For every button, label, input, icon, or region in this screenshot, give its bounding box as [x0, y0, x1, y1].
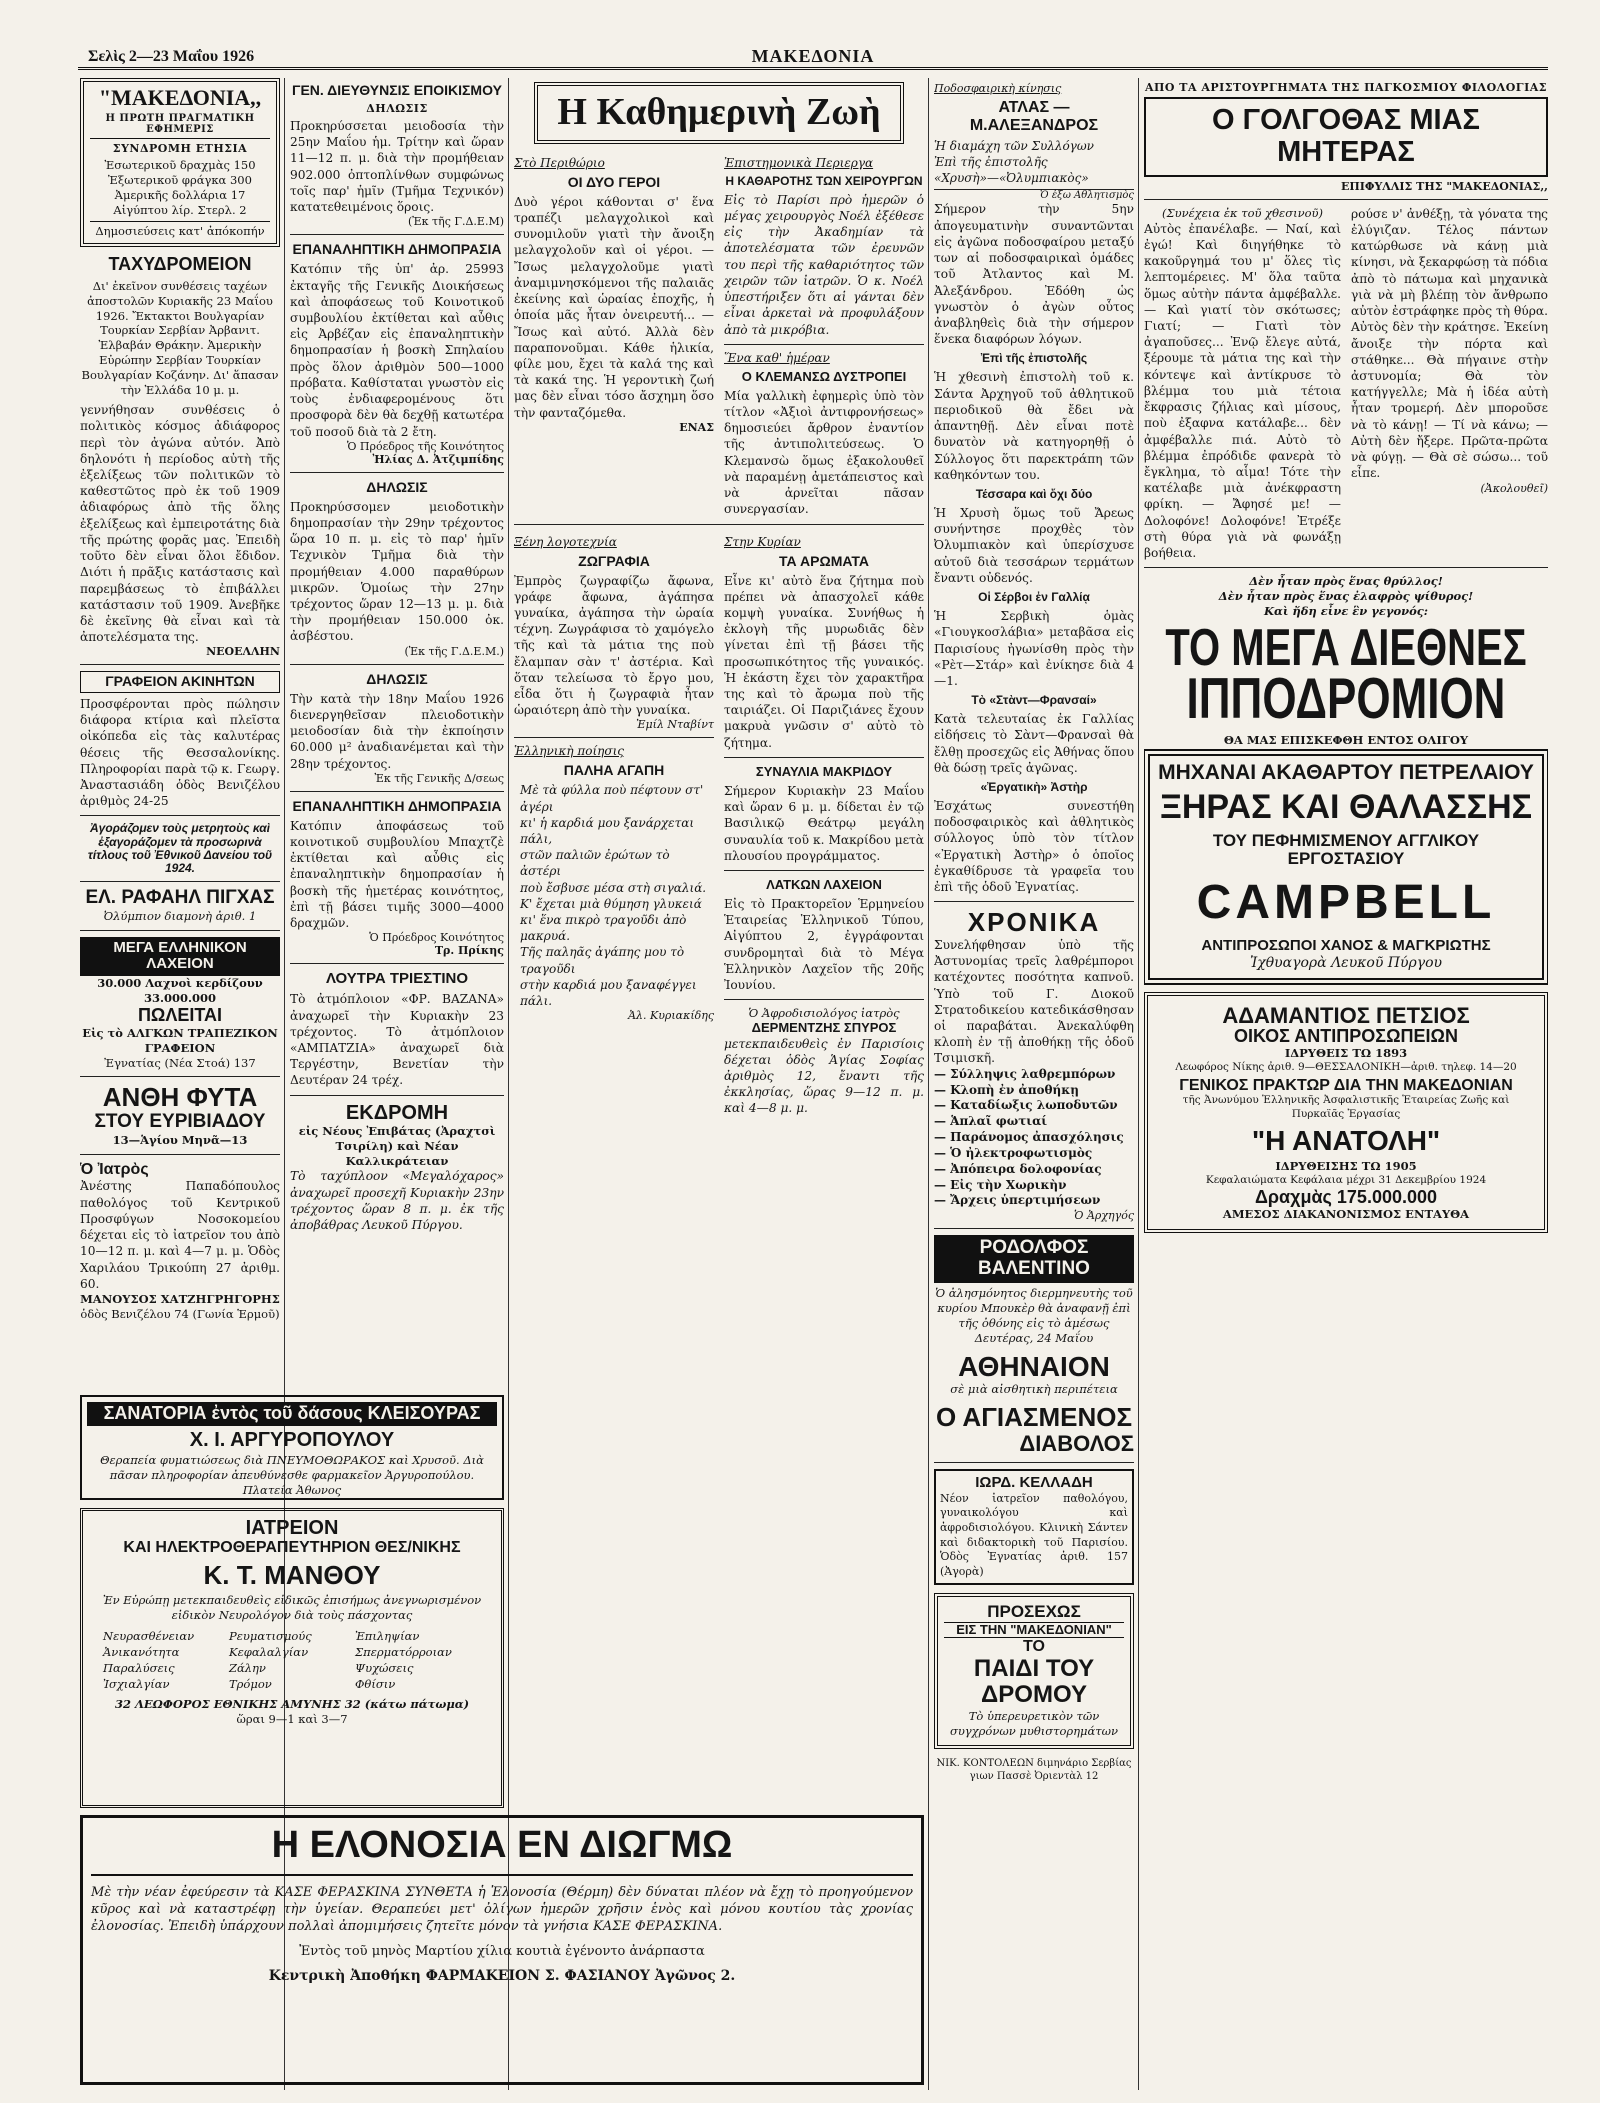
subscription-line: Αἰγύπτου λίρ. Στερλ. 2: [113, 203, 247, 217]
notice-4-sig: Ἐκ τῆς Γενικῆς Δ/σεως: [374, 771, 504, 785]
ad-clinic-sub: ΚΑΙ ΗΛΕΚΤΡΟΘΕΡΑΠΕΥΤΗΡΙΟΝ ΘΕΣ/ΝΙΚΗΣ: [123, 1539, 461, 1556]
poem-line: Μὲ τὰ φύλλα ποὺ πέφτουν στ' ἀγέρι: [520, 783, 704, 814]
chronicle-item: — Ἁπλαῖ φωτιαί: [934, 1114, 1048, 1129]
article-body: Σήμερον Κυριακὴν 23 Μαΐου καὶ ὥραν 6 μ. μ. δίδεται ἐν τῷ Βασιλικῷ Θεάτρῳ μεγάλη συναυλία τοῦ κ. Μακρίδου μετὰ πλουσίου προγράμματος.: [724, 783, 924, 863]
article-kicker: Ξένη λογοτεχνία: [514, 534, 617, 549]
ad-clinic-title: ΙΑΤΡΕΙΟΝ: [245, 1517, 339, 1539]
ad-street-child-1: ΠΡΟΣΕΧΩΣ: [987, 1602, 1081, 1622]
article-body: Εἶνε κι' αὐτὸ ἕνα ζήτημα ποὺ πρέπει νὰ ἀπασχολεῖ κάθε κομψὴ γυναίκα. Συνήθως ἡ ἐκλογὴ τῆς μυρωδιᾶς δὲν γίνεται ἐπὶ τῇ βάσει τῆς προσωπικότητος τῆς γυναικός. Ἡ ἑκάστη ἔχει τὸν χαρακτῆρα της καὶ τὸ ἄρωμα ποὺ τῆς ταιριάζει. Οἱ Παριζιάνες ἔχουν μακρυὰ γνῶσιν σ' αὐτὸ τὸ ζήτημα.: [724, 573, 924, 750]
ad-doctor-name: ΔΕΡΜΕΝΤΖΗΣ ΣΠΥΡΟΣ: [751, 1020, 897, 1036]
ad-sanatorium-title: ΣΑΝΑΤΟΡΙΑ ἐντὸς τοῦ δάσους ΚΛΕΙΣΟΥΡΑΣ: [87, 1402, 497, 1426]
chronicle-item: — Ἀπόπειρα δολοφονίας: [934, 1161, 1102, 1176]
sports-sub: Ἐπὶ τῆς ἐπιστολῆς: [980, 351, 1088, 366]
ad-street-child-3: ΤΟ: [1023, 1638, 1045, 1656]
ad-lottery-title: ΜΕΓΑ ΕΛΛΗΝΙΚΟΝ ΛΑΧΕΙΟΝ: [80, 937, 280, 976]
ad-insurance: [1144, 992, 1548, 1233]
hippodrome-lead: Καὶ ἤδη εἶνε ἓν γεγονός:: [1263, 604, 1429, 619]
ad-clinic-list-item: Ἀνικανότητα: [103, 1645, 180, 1660]
masthead-title: ΜΑΚΕΔΟΝΙΑ: [751, 46, 875, 66]
ad-sanatorium: [80, 1395, 504, 1500]
ad-flowers-title: ΑΝΘΗ ΦΥΤΑ: [102, 1082, 258, 1113]
article-kicker: Ἐπιστημονικὰ Περιεργα: [724, 155, 874, 170]
ad-real-estate-body: Προσφέρονται πρὸς πώλησιν διάφορα κτίρια καὶ πλεῖστα οἰκόπεδα εἰς τὰς καλυτέρας θέσεις τῆς Θεσσαλονίκης. Πληροφορίαι παρὰ τῷ κ. Γεωργ. Ἀναστασιάδη ὁδὸς Βενιζέλου ἀριθμὸς 24-25: [80, 696, 280, 809]
sports-body: Ἐσχάτως συνεστήθη ποδοσφαιρικὸς καὶ ἀθλητικὸς σύλλογος ὑπὸ τὸν τίτλον «Ἐργατικὴ Ἀστὴρ» ὁ ὁποῖος ἐγκαθίδρυσε τὰ γραφεῖα του ἐπὶ τῆς ὁδοῦ Ἐγνατίας.: [934, 799, 1134, 895]
ad-lottery-mid: ΠΩΛΕΙΤΑΙ: [137, 1004, 223, 1025]
sports-sub: Τέσσαρα καὶ ὄχι δύο: [975, 486, 1093, 501]
ad-insurance-brand-founded: ΙΔΡΥΘΕΙΣΗΣ ΤΩ 1905: [1275, 1159, 1417, 1174]
article-signature: ΕΝΑΣ: [679, 420, 714, 434]
article-kicker: Ἑλληνικὴ ποίησις: [514, 744, 624, 759]
serial-sub: ΕΠΙΦΥΛΛΙΣ ΤΗΣ "ΜΑΚΕΔΟΝΙΑΣ,,: [1340, 179, 1548, 193]
chronicle-title: ΧΡΟΝΙΚΑ: [967, 907, 1101, 938]
post-body: Δι' ἐκεῖνον συνθέσεις ταχέων ἀποστολῶν Κυριακῆς 23 Μαΐου 1926. Ἔκτακτοι Βουλγαρίαν Τουρκίαν Σερβίαν Ἀρβανιτ. Ἐλβαβάν Θράκην. Ἀμερικὴν Εὐρώπην Σερβίαν Τουρκίαν Βουλγαρίαν Κοζάνην. Δι' ἅπασαν τὴν Ἑλλάδα 10 μ. μ.: [81, 278, 279, 398]
ad-lottery-place: Εἰς τὸ ΑΛΓΚΩΝ ΤΡΑΠΕΖΙΚΟΝ ΓΡΑΦΕΙΟΝ: [82, 1025, 278, 1055]
column-signature: ΝΕΟΕΛΛΗΝ: [206, 645, 280, 659]
hippodrome-title-2: ΙΠΠΟΔΡΟΜΙΟΝ: [1186, 667, 1506, 732]
ad-clinic-hours: ὥραι 9—1 καὶ 3—7: [236, 1712, 348, 1726]
ad-doctor-head: Ὁ Ἀφροδισιολόγος ἰατρὸς: [748, 1006, 900, 1021]
poem-line: κι' ἕνα πικρὸ τραγοῦδι ἀπὸ μακρυά.: [520, 912, 687, 944]
subscription-line: Ἐσωτερικοῦ δραχμὰς 150: [104, 158, 256, 173]
hippodrome-title: ΤΟ ΜΕΓΑ ΔΙΕΘΝΕΣ: [1165, 619, 1527, 677]
post-title: ΤΑΧΥΔΡΟΜΕΙΟΝ: [108, 253, 252, 274]
ad-lottery-sub: 30.000 Λαχνοὶ κερδίζουν 33.000.000: [97, 975, 263, 1005]
chronicle-signature: Ὁ Ἀρχηγός: [1074, 1209, 1134, 1223]
ad-clinic-list: [103, 1629, 481, 1691]
notice-1-body: Προκηρύσσεται μειοδοσία τὴν 25ην Μαΐου ἡμ. Τρίτην καὶ ὥραν 11—12 π. μ. διὰ τὴν προμήθειαν 902.000 ὀπτοπλίνθων συμφώνως τοῖς παρ' ἡμῖν (Τμῆμα Τεχνικόν) κατατεθειμένοις ὅροις.: [290, 119, 504, 215]
sports-body: Ἡ Χρυσὴ ὅμως τοῦ Ἄρεως συνήντησε προχθὲς τὸν Ὀλυμπιακὸν καὶ ὑπερίσχυσε αὐτοῦ διὰ τεσσάρων τερμάτων ἔναντι οὐδενός.: [934, 505, 1134, 585]
hippodrome-lead: Δὲν ἦταν πρὸς ἕνας θρύλλος!: [1249, 574, 1443, 589]
article-title: ΟΙ ΔΥΟ ΓΕΡΟΙ: [567, 173, 661, 190]
notice-5-title: ΕΠΑΝΑΛΗΠΤΙΚΗ ΔΗΜΟΠΡΑΣΙΑ: [292, 797, 502, 814]
subscription-line: Ἐξωτερικοῦ φράγκα 300: [108, 173, 252, 188]
ad-flowers-address: 13—Ἁγίου Μηνᾶ—13: [112, 1132, 248, 1147]
ship-body: Τὸ ἀτμόπλοιον «ΦΡ. ΒΑΖΑΝΑ» ἀναχωρεῖ τὴν Κυριακὴν 23 τρέχοντος. Τὸ ἀτμόπλοιον «ΑΜΠΑΤΖΙΑ» ἀναχωρεῖ διὰ Τεργέστην, Βενετίαν τὴν Δευτέραν 24 τρέχ.: [290, 992, 504, 1088]
paper-tagline: Η ΠΡΩΤΗ ΠΡΑΓΜΑΤΙΚΗ ΕΦΗΜΕΡΙΣ: [90, 113, 270, 139]
subscription-line: Ἀμερικῆς δολλάρια 17: [114, 188, 246, 203]
ad-pigchas-sub: Ὀλύμπιον διαμονὴ ἀριθ. 1: [103, 909, 257, 924]
notice-5-sig-name: Τρ. Πρίκης: [434, 944, 504, 958]
sports-kicker: Ποδοσφαιρικὴ κίνησις: [934, 82, 1062, 95]
poem-signature: Ἀλ. Κυριακίδης: [628, 1009, 714, 1023]
ad-clinic-list-item: Παραλύσεις: [103, 1661, 175, 1676]
ad-malaria: [80, 1815, 924, 2085]
serial-columns: [1144, 206, 1548, 562]
notice-1-sig: (Ἐκ τῆς Γ.Δ.Ε.Μ): [407, 215, 504, 229]
poem-line: στῶν παλιῶν ἐρώτων τὸ ἀστέρι: [520, 848, 670, 879]
ad-doctor-body: μετεκπαιδευθεὶς ἐν Παρισίοις δέχεται ὁδὸς Ἁγίας Σοφίας ἀριθμὸς 12, ἔναντι τῆς ἐκκλησίας, ὥρας 9—12 π. μ. καὶ 4—8 μ. μ.: [724, 1036, 924, 1116]
sports-body: Ἡ Σερβικὴ ὁμὰς «Γιουγκοσλάβια» μεταβᾶσα εἰς Παρισίους ἠγωνίσθη πρὸς τὴν «Ρὲτ—Στάρ» καὶ ἐνίκησε διὰ 4—1.: [934, 609, 1134, 688]
article-body: Εἰς τὸ Παρίσι πρὸ ἡμερῶν ὁ μέγας χειρουργὸς Νοέλ ἐξέθεσε εἰς τὴν Ἀκαδημίαν τὰ ἀποτελέσματα τῶν ἐρευνῶν του περὶ τῆς καθαριότητος τῶν χειρῶν τῶν ἰατρῶν. Ὁ κ. Νοέλ ὑπεστήριξεν ὅτι αἱ γάνται δὲν εἶναι ἀρκεταὶ νὰ προφυλάξουν ἀπὸ τὰ μικρόβια.: [724, 192, 924, 337]
ad-clinic-list-item: Ἰσχιαλγίαν: [103, 1677, 170, 1692]
ad-campbell-line-1: ΜΗΧΑΝΑΙ ΑΚΑΘΑΡΤΟΥ ΠΕΤΡΕΛΑΙΟΥ: [1158, 761, 1534, 785]
ad-malaria-note: Ἐντὸς τοῦ μηνὸς Μαρτίου χίλια κουτιὰ ἐγένοντο ἀνάρπαστα: [299, 1943, 705, 1959]
ad-insurance-capital: Δραχμὰς 175.000.000: [1254, 1186, 1438, 1207]
ad-campbell: [1148, 754, 1544, 980]
serial-top: ΑΠΟ ΤΑ ΑΡΙΣΤΟΥΡΓΗΜΑΤΑ ΤΗΣ ΠΑΓΚΟΣΜΙΟΥ ΦΙΛΟΛΟΓΙΑΣ: [1144, 81, 1548, 94]
serial-right: [1351, 206, 1548, 562]
article-kicker: Στην Κυρίαν: [724, 534, 801, 549]
article-title: Η ΚΑΘΑΡΟΤΗΣ ΤΩΝ ΧΕΙΡΟΥΡΓΩΝ: [725, 173, 923, 188]
ad-clinic-list-item: Τρόμον: [229, 1677, 272, 1692]
column-2: [290, 78, 504, 1383]
paper-name: "ΜΑΚΕΔΟΝΙΑ,,: [98, 85, 262, 110]
sports-bullet: Ἐπὶ τῆς ἐπιστολῆς: [934, 154, 1048, 169]
notice-2-sig-name: Ἠλίας Δ. Ἀτζιμπίδης: [372, 452, 504, 466]
column-4: [934, 78, 1134, 2090]
poem-line: Κ' ἔχεται μιὰ θύμηση γλυκειά: [520, 896, 702, 911]
notice-2-body: Κατόπιν τῆς ὑπ' ἀρ. 25993 ἐκταγῆς τῆς Γενικῆς Διοικήσεως καὶ ἀποφάσεως τοῦ Κοινοτικοῦ συμβουλίου ἐκτίθεται καὶ αὖθις εἰς Ἀρβέζαν εἰς ἐπαναληπτικὴν δημοπρασίαν ἡ βοσκὴ Σπηλαίου πρὸς ὅλον ἀριθμὸν 500—1000 πρόβατα. Καθίσταται γνωστὸν εἰς τοὺς ἐνδιαφερομένους ὅτι προσφορὰ δὲν θὰ δεχθῇ κατωτέρα τοῦ ποσοῦ διὰ τὰ 2 ἔτη.: [290, 262, 504, 439]
sports-small-kicker: Ὁ ἐξω Αθλητισμὸς: [934, 189, 1134, 201]
ad-athinaion-sub: σὲ μιὰ αἰσθητικὴ περιπέτεια: [950, 1382, 1118, 1397]
col3-top-row: [514, 152, 924, 518]
issue-line: Σελὶς 2—23 Μαΐου 1926: [88, 48, 255, 65]
chronicle-item: — Καταδίωξις λωποδυτῶν: [934, 1098, 1118, 1113]
column-text: γεννήθησαν συνθέσεις ὁ πολιτικὸς κόσμος ἀδιάφορος περὶ τὸν ἀγώνα αὐτόν. Ἀπὸ δηλονότι ἡ περίοδος αὐτὴ τῆς ἐξελίξεως τῶν πολιτικῶν τὸ καθεστῶτος πρὸ ἐκ τοῦ 1909 ἀδιαφόρως ἀπὸ τῆς ὅλης ἐξελίξεως καὶ ἐμπειροτάτης διὰ τῆς πρώτης φορᾶς μας. Ἐπειδὴ τοῦτο δὲν εἶναι ὅλοι ἔδιδον. Διότι ἡ πρᾶξις κατάστασις καὶ παρεμβάσεως τὸ ἐπιβάλλει κατάστασιν τοῦ 1909. Ἀνεβῆκε δὲ ἐκεῖνης θὰ εἶναι καὶ τὰ ἀποτελέσματα της.: [80, 403, 280, 645]
poem-line: στὴν καρδιά μου ξαναφέγγει πάλι.: [520, 977, 697, 1008]
ad-campbell-place: Ἰχθυαγορὰ Λευκοῦ Πύργου: [1249, 954, 1443, 971]
ad-street-child: [934, 1593, 1134, 1748]
footer-note: ΝΙΚ. ΚΟΝΤΟΛΕΩΝ διμηνάριο Σερβίας γιων Πασσὲ Ὀριεντὰλ 12: [936, 1757, 1132, 1782]
ad-flowers-sub: ΣΤΟΥ ΕΥΡΙΒΙΑΔΟΥ: [94, 1111, 266, 1133]
ship-title: ΛΟΥΤΡΑ ΤΡΙΕΣΤΙΝΟ: [325, 970, 469, 988]
column-rule: [508, 78, 509, 2090]
serial-title: Ο ΓΟΛΓΟΘΑΣ ΜΙΑΣ ΜΗΤΕΡΑΣ: [1144, 97, 1548, 177]
article-body: Μία γαλλικὴ ἐφημερὶς ὑπὸ τὸν τίτλον «Ἀξιοὶ ἀντιφρονήσεως» δημοσιεύει ἄρθρον ἐναντίον τῆς ἀντιπολιτεύσεως. Ὁ Κλεμανσὼ ὅμως ἐξακολουθεῖ νὰ παραμένῃ ἀμετάπειστος καὶ νὰ ἀρνεῖται πᾶσαν συνεργασίαν.: [724, 388, 924, 517]
column-rule: [1138, 78, 1139, 2090]
section-banner: Η Καθημερινὴ Ζωὴ: [534, 82, 904, 144]
ad-insurance-note: ΑΜΕΣΟΣ ΔΙΑΚΑΝΟΝΙΣΜΟΣ ΕΝΤΑΥΘΑ: [1222, 1206, 1470, 1221]
ad-clinic-address: 32 ΛΕΩΦΟΡΟΣ ΕΘΝΙΚΗΣ ΑΜΥΝΗΣ 32 (κάτω πάτωμα): [114, 1697, 470, 1712]
ad-campbell-line-3: ΤΟΥ ΠΕΦΗΜΙΣΜΕΝΟΥ ΑΓΓΛΙΚΟΥ ΕΡΓΟΣΤΑΣΙΟΥ: [1212, 830, 1480, 868]
ad-sanatorium-name: Χ. Ι. ΑΡΓΥΡΟΠΟΥΛΟΥ: [189, 1428, 395, 1451]
ad-clinic-name: Κ. Τ. ΜΑΝΘΟΥ: [203, 1559, 381, 1590]
col3-mid-row: [514, 531, 924, 1117]
chronicle-item: — Σύλληψις λαθρεμπόρων: [934, 1066, 1116, 1081]
ad-insurance-company: τῆς Ἀνωνύμου Ἑλληνικῆς Ἀσφαλιστικῆς Ἑταιρείας Ζωῆς καὶ Πυρκαϊᾶς Ἐργασίας: [1182, 1094, 1510, 1120]
ad-campbell-agents: ΑΝΤΙΠΡΟΣΩΠΟΙ ΧΑΝΟΣ & ΜΑΓΚΡΙΩΤΗΣ: [1201, 937, 1491, 955]
article-body: Εἰς τὸ Πρακτορεῖον Ἑρμηνείου Ἑταιρείας Ἑλληνικοῦ Τύπου, Αἰγύπτου 2, ἐγγράφονται συνδρομηταὶ διὰ τὸ Μέγα Ἑλληνικὸν Λαχεῖον τῆς 20ῆς Ἰουνίου.: [724, 897, 924, 993]
ad-pigchas-title: ΕΛ. ΡΑΦΑΗΛ ΠΙΓΧΑΣ: [85, 887, 275, 909]
serial-text: ρούσε ν' ἀνθέξῃ, τὰ γόνατα της ἐλύγιζαν. Τέλος πάντων κατώρθωσε νὰ κάνῃ μιὰ κίνησι, νὰ ξεκαρφώσῃ τὰ πόδια ἀπὸ τὸ πάτωμα καὶ μηχανικὰ γιὰ νὰ μὴ βλέπῃ τὸν ἄνθρωπο αὐτὸν ἐστράφηκε πρὸς τὴ θύρα. Αὐτὸς δὲν τὴν κράτησε. Ἐκείνη ἄνοιξε τὴν πόρτα καὶ στάθηκε... Θὰ πήγαινε στὴν ἀστυνομία; Θὰ τὸν κατήγγελλε; Μὰ ἡ ἰδέα αὐτὴ ἦταν τρομερή. Δὲν μποροῦσε νὰ τὸ κάνῃ! — Τί νὰ κάνω; — Αὐτὴ δὲν ἤξερε. Πρῶτα-πρῶτα νὰ φύγῃ. — Θὰ σὲ σώσω... τοῦ εἶπε.: [1351, 206, 1548, 481]
notice-2-sig: Ὁ Πρόεδρος τῆς Κοινότητος: [346, 439, 504, 453]
ad-clinic-list-item: Σπερματόρροιαν: [355, 1645, 452, 1660]
doctor-address: ὁδὸς Βενιζέλου 74 (Γωνία Ἑρμοῦ): [80, 1306, 280, 1321]
notice-3-body: Προκηρύσσομεν μειοδοτικὴν δημοπρασίαν τὴν 29ην τρέχοντος ὥρα 10 π. μ. εἰς τὸ παρ' ἡμῖν Τεχνικὸν Τμῆμα διὰ τὴν προμήθειαν 4.000 παραθύρων μικρῶν. Ὁμοίως τὴν 27ην τρέχοντος ὥραν 12—13 μ. μ. διὰ τὴν προμήθειαν 150.000 ὀκ. ἀσβέστου.: [290, 499, 504, 644]
column-3: [514, 78, 924, 1808]
column-rule: [928, 78, 929, 2090]
article-body: Δυὸ γέροι κάθονται σ' ἕνα τραπέζι μελαγχολικοὶ καὶ συνομιλοῦν γιατὶ τὴν ἄνοιξη μελαγχολοῦν καὶ οἱ γέροι. — Ἴσως μελαγχολοῦμε γιατὶ ἀναμιμνησκόμενοι τῆς παλαιᾶς ἐκείνης καὶ ὡραίας ἐποχῆς, ἡ ὁποία μᾶς ἦταν ὀνειρευτή... — Ἴσως καὶ αὐτό. Ἀλλὰ δὲν παραπονοῦμαι. Κάθε ἡλικία, φίλε μου, ἔχει τὰ καλά της καὶ τὰ κακά της. Ἡ γεροντικὴ ζωή μας δὲν εἶναι τόσο ἄσχημη ὅσο τὴν φανταζόμεθα.: [514, 194, 714, 420]
notice-1-title: ΓΕΝ. ΔΙΕΥΘΥΝΣΙΣ ΕΠΟΙΚΙΣΜΟΥ: [292, 82, 502, 98]
ad-clinic-list-item: Κεφαλαλγίαν: [229, 1645, 309, 1660]
article-perfumes: [724, 531, 924, 1117]
serial-tail: (Ἀκολουθεῖ): [1480, 481, 1548, 495]
ad-malaria-title: Η ΕΛΟΝΟΣΙΑ ΕΝ ΔΙΩΓΜΩ: [91, 1826, 913, 1876]
serial-left: [1144, 206, 1341, 562]
sports-sub: «Ἐργατικὴ» Ἀστὴρ: [980, 780, 1088, 795]
serial-text: Αὐτὸς ἐπανέλαβε. — Ναί, καὶ ἐγώ! Καὶ διηγήθηκε τὸ κακοῦργημά του μ' ὅλες τὶς λεπτομέρειες. Μ' ὅλα ταῦτα ὅμως αὐτὴν πάντα ἀμφέβαλλε. — Καὶ γιατί τὸν σκότωσες; Γιατί; — Γιατὶ τὸν ἀγαποῦσες... Ἐνῷ ἔλεγε αὐτά, ξέρουμε τὰ μάτια της καὶ τὴν κόντεψε καὶ ἀντίκρυσε τὸ βλέμμα του μιὰ τέτοια ἔκφρασις ζήλιας καὶ μίσους, ποὺ ἐξαφνα κατάλαβε... δὲν ἀμφέβαλλε πιά. Αὐτὸ τὸ βλέμμα ἐπρόδιδε φανερὰ τὸ ἔγκλημα, τὸ αἷμα! Τότε τὴν κατέλαβε μιὰ ἀνέκφραστη φρίκη. — Ἄφησέ με! — Δολοφόνε! Δολοφόνε! Ἐτρέξε στὴ θύρα γιὰ νὰ φωνάξῃ βοήθεια.: [1144, 221, 1341, 561]
ad-clinic-list-item: Ἐπιληψίαν: [355, 1629, 420, 1644]
hippodrome-sub: ΘΑ ΜΑΣ ΕΠΙΣΚΕΦΘΗ ΕΝΤΟΣ ΟΛΙΓΟΥ: [1223, 733, 1469, 748]
notice-5-sig: Ὁ Πρόεδρος Κοινότητος: [369, 931, 504, 945]
ad-street-child-5: Τὸ ὑπερευρετικὸν τῶν συγχρόνων μυθιστορημάτων: [949, 1708, 1119, 1738]
ad-street-child-4: ΠΑΙΔΙ ΤΟΥ ΔΡΟΜΟΥ: [973, 1655, 1095, 1709]
ad-campbell-line-2: ΞΗΡΑΣ ΚΑΙ ΘΑΛΑΣΣΗΣ: [1159, 788, 1533, 827]
article-title: ΖΩΓΡΑΦΙΑ: [578, 552, 650, 569]
chronicle-item: — Ἄρχεις ὑπερτιμήσεων: [934, 1193, 1101, 1208]
chronicle-item: — Κλοπὴ ἐν ἀποθήκῃ: [934, 1082, 1079, 1097]
notice-1-sub: ΔΗΛΩΣΙΣ: [366, 102, 428, 115]
poem-line: κι' ἡ καρδιά μου ξανάρχεται πάλι,: [520, 815, 695, 847]
notice-3-sig: (Ἐκ τῆς Γ.Δ.Ε.Μ.): [404, 644, 504, 658]
ad-clinic-list-item: Φθίσιν: [355, 1677, 396, 1692]
ad-insurance-brand: "Η ΑΝΑΤΟΛΗ": [1251, 1124, 1441, 1156]
ad-real-estate-title: ΓΡΑΦΕΙΟΝ ΑΚΙΝΗΤΩΝ: [80, 671, 280, 692]
article-surgeons: [724, 152, 924, 518]
ad-malaria-body: Μὲ τὴν νέαν ἐφεύρεσιν τὰ ΚΑΣΕ ΦΕΡΑΣΚΙΝΑ ΣΥΝΘΕΤΑ ἡ Ἐλονοσία (Θέρμη) δὲν δύναται πλέον νὰ ἔχῃ τὸ προηγούμενον κῦρος καὶ νὰ καταστρέφῃ τὴν ὑγείαν. Θεραπεύει μετ' ὀλίγων ἡμερῶν χρῆσιν ἑνὸς καὶ μόνου κουτίου τὰς χρονίας ἐλονοσίας. Ἐπειδὴ ὑπάρχουν πολλαὶ ἀπομιμήσεις ζητεῖτε μόνον τὰ γνήσια ΚΑΣΕ ΦΕΡΑΣΚΙΝΑ.: [91, 1884, 913, 1935]
ad-clinic-list-item: Ρευματισμούς: [229, 1629, 312, 1644]
subscription-note: Δημοσιεύσεις κατ' ἀπόκοπήν: [90, 221, 270, 239]
sports-sub: Οἱ Σέρβοι ἐν Γαλλίᾳ: [978, 590, 1090, 605]
sports-title: ΑΤΛΑΣ — Μ.ΑΛΕΞΑΝΔΡΟΣ: [969, 99, 1099, 134]
ad-insurance-agent: ΓΕΝΙΚΟΣ ΠΡΑΚΤΩΡ ΔΙΑ ΤΗΝ ΜΑΚΕΔΟΝΙΑΝ: [1179, 1076, 1513, 1094]
hippodrome-lead: Δὲν ἦταν πρὸς ἕνας ἐλαφρὸς ψίθυρος!: [1218, 589, 1474, 604]
sports-bullet: «Χρυσὴ»—«Ὀλυμπιακὸς»: [934, 170, 1089, 185]
doctor-name: ΜΑΝΟΥΣΟΣ ΧΑΤΖΗΓΡΗΓΟΡΗΣ: [80, 1291, 280, 1306]
ad-clinic-body: Ἐν Εὐρώπῃ μετεκπαιδευθεὶς εἰδικῶς ἐπισήμως ἀνεγνωρισμένον εἰδικὸν Νευρολόγον διὰ τοὺς πάσχοντας: [102, 1593, 482, 1623]
article-kicker: Στὸ Περιθώριο: [514, 155, 605, 170]
notice-4-body: Τὴν κατὰ τὴν 18ην Μαΐου 1926 διενεργηθεῖσαν πλειοδοτικὴν μειοδοσίαν διὰ τὴν ἐκποίησιν 60.000 μ² ἀναδιανέμεται καὶ τὴν 28ην τρέχοντος.: [290, 691, 504, 771]
article-signature: Ἐμίλ Νταβίντ: [636, 718, 714, 732]
article-title: ΠΑΛΗΑ ΑΓΑΠΗ: [563, 762, 665, 779]
article-body: Ἐμπρὸς ζωγραφίζω ἄφωνα, γράφε ἄφωνα, ἀγάπησα γυναίκα, ἀγάπησα τὴν ὡραία τέχνη. Ζωγράφισα τὸ χαμόγελο τῆς καὶ τὰ μάτια της ποὺ ἔλαμπαν σὰν τ' ἀστέρια. Καὶ ὅταν τελείωσα τὸ ἔργο μου, εἶδα ὅτι ἡ ζωγραφιὰ ἦταν ὡραιότερη ἀπὸ τὴν γυναίκα.: [514, 573, 714, 718]
ad-film-title: Ο ΑΓΙΑΣΜΕΝΟΣ: [935, 1402, 1133, 1433]
notice-3-title: ΔΗΛΩΣΙΣ: [366, 478, 428, 495]
article-title: Ο ΚΛΕΜΑΝΣΩ ΔΥΣΤΡΟΠΕΙ: [741, 368, 907, 384]
ad-insurance-capital-label: Κεφαλαιώματα Κεφάλαια μέχρι 31 Δεκεμβρίου 1924: [1205, 1173, 1487, 1186]
ad-kelladis-body: Νέον ἰατρεῖον παθολόγου, γυναικολόγου καὶ ἀφροδισιολόγου. Κλινικὴ Σάντεν καὶ διδακτορικὴ τοῦ Παρισίου. Ὁδὸς Ἐγνατίας ἀριθ. 157 (Ἀγορὰ): [940, 1491, 1128, 1578]
chronicle-item: — Παράνομος ἀπασχόλησις: [934, 1130, 1124, 1145]
ad-athinaion: ΑΘΗΝΑΙΟΝ: [958, 1350, 1110, 1382]
paper-info-box: [80, 78, 280, 247]
ad-sanatorium-body: Θεραπεία φυματιώσεως διὰ ΠΝΕΥΜΟΘΩΡΑΚΟΣ καὶ Χρυσοῦ. Διὰ πᾶσαν πληροφορίαν ἀπευθύνεσθε φαρμακεῖον Ἀργυροπούλου. Πλατεία Ἀθωνος: [100, 1452, 484, 1497]
ad-valentino-title: ΡΟΔΟΛΦΟΣ ΒΑΛΕΝΤΙΝΟ: [934, 1235, 1134, 1283]
ad-clinic-list-item: Ψυχώσεις: [355, 1661, 414, 1676]
subscription-heading: ΣΥΝΔΡΟΜΗ ΕΤΗΣΙΑ: [112, 142, 248, 156]
ad-malaria-depot: Κεντρικὴ Ἀποθήκη ΦΑΡΜΑΚΕΙΟΝ Σ. ΦΑΣΙΑΝΟΥ Ἀγῶνος 2.: [268, 1967, 736, 1984]
ad-clinic-list-item: Νευρασθένειαν: [103, 1629, 195, 1644]
ad-bonds: Ἀγοράζομεν τοὺς μετρητοὺς καὶ ἐξαγοράζομεν τὰ προσωρινὰ τίτλους τοῦ Ἐθνικοῦ Δανείου τοῦ 1924.: [87, 821, 273, 875]
sports-body: Σήμερον τὴν 5ην ἀπογευματινὴν συναντῶνται εἰς ἀγῶνα ποδοσφαίρου μεταξύ των αἱ ποδοσφαιρικαὶ ὁμάδες τοῦ Ἀτλαντος καὶ Μ. Ἀλεξάνδρου. Ἐδόθη ὡς γνωστὸν ὁ ἀγὼν οὗτος ἀναβληθεὶς διὰ τὴν σήμερον ἕνεκα διαφόρων λόγων.: [934, 202, 1134, 347]
ad-insurance-name: ΑΔΑΜΑΝΤΙΟΣ ΠΕΤΣΙΟΣ: [1222, 1003, 1470, 1028]
article-painting: [514, 531, 714, 1117]
chronicle-item: — Ὁ ἠλεκτροφωτισμὸς: [934, 1145, 1093, 1160]
sports-body: Κατὰ τελευταίας ἐκ Γαλλίας εἰδήσεις τὸ Σὰντ—Φρανσαὶ θὰ ἔλθῃ προσεχῶς εἰς Ἀθήνας ὅπου θὰ δώσῃ τρεῖς ἀγῶνας.: [934, 712, 1134, 775]
article-title: ΛΑΤΚΩΝ ΛΑΧΕΙΟΝ: [766, 877, 882, 893]
article-title: ΣΥΝΑΥΛΙΑ ΜΑΚΡΙΔΟΥ: [755, 763, 893, 779]
ad-insurance-address: Λεωφόρος Νίκης ἀριθ. 9—ΘΕΣΣΑΛΟΝΙΚΗ—ἀριθ. τηλεφ. 14—20: [1175, 1060, 1517, 1073]
ad-valentino-body: Ὁ ἀλησμόνητος διερμηνευτὴς τοῦ κυρίου Μπουκὲρ θὰ ἀναφανῇ ἐπὶ τῆς ὀθόνης εἰς τὸ ἀμέσως Δευτέρας, 24 Μαΐου: [935, 1285, 1133, 1345]
sports-body: Ἡ χθεσινὴ ἐπιστολὴ τοῦ κ. Σάντα Ἀρχηγοῦ τοῦ ἀθλητικοῦ περιοδικοῦ θὰ ἔδει νὰ ἀπαντηθῇ. Δὲν εἶναι ποτὲ δυνατὸν νὰ κατηγορηθῇ ὁ Σύλλογος ὅτι παρεκτράπη τῶν καθηκόντων του.: [934, 370, 1134, 482]
ad-street-child-2: ΕΙΣ ΤΗΝ "ΜΑΚΕΔΟΝΙΑΝ": [944, 1622, 1124, 1638]
article-title: ΤΑ ΑΡΩΜΑΤΑ: [779, 552, 869, 569]
ad-clinic: [80, 1508, 504, 1808]
serial-continued: (Συνέχεια ἐκ τοῦ χθεσινοῦ): [1162, 205, 1323, 220]
column-5: [1144, 78, 1548, 2090]
chronicle-body: Συνελήφθησαν ὑπὸ τῆς Ἀστυνομίας τρεῖς λαθρέμποροι κατέχοντες ποσότητα καπνοῦ. Ὑπὸ τοῦ Γ. Διοκοῦ Στρατοδικείου κατεδικάσθησαν οἱ παραβάται. Ἀνεκαλύφθη κλοπὴ ἐν τῇ ἀποθήκῃ τῆς ὁδοῦ Τσιμισκῆ.: [934, 937, 1134, 1066]
article-two-old-men: [514, 152, 714, 518]
doctor-body: Ἀνέστης Παπαδόπουλος παθολόγος τοῦ Κεντρικοῦ Προσφύγων Νοσοκομείου δέχεται εἰς τὸ ἰατρεῖον του ἀπὸ 10—12 π. μ. καὶ 4—7 μ. μ. Ὁδὸς Χαριλάου Τρικούπη 27 ἀριθμ. 60.: [80, 1179, 280, 1291]
ad-clinic-list-item: Ζάλην: [229, 1661, 266, 1676]
notice-4-title: ΔΗΛΩΣΙΣ: [366, 670, 428, 687]
excursion-body: Τὸ ταχύπλοον «Μεγαλόχαρος» ἀναχωρεῖ προσεχῆ Κυριακὴν 23ην τρέχοντος ὥραν 8 π. μ. ἐκ τῆς ἀποβάθρας Λευκοῦ Πύργου.: [290, 1169, 504, 1233]
ad-insurance-founded: ΙΔΡΥΘΕΙΣ ΤΩ 1893: [1284, 1045, 1408, 1060]
ad-lottery-address: Ἐγνατίας (Νέα Στοά) 137: [104, 1055, 256, 1070]
excursion-sub: εἰς Νέους Ἐπιβάτας (Ἀραχτσὶ Τσιρίλη) καὶ Νέαν Καλλικράτειαν: [298, 1123, 496, 1168]
ad-kelladis: [934, 1469, 1134, 1585]
article-kicker: Ἕνα καθ' ἡμέραν: [724, 350, 830, 365]
doctor-head: Ὁ Ἰατρὸς: [80, 1160, 149, 1178]
ad-film-title-2: ΔΙΑΒΟΛΟΣ: [1019, 1431, 1134, 1457]
masthead: [78, 44, 1548, 70]
chronicle-item: — Εἰς τὴν Χωρικὴν: [934, 1177, 1067, 1192]
ad-kelladis-title: ΙΩΡΔ. ΚΕΛΛΑΔΗ: [975, 1474, 1093, 1492]
sports-bullet: Ἡ διαμάχη τῶν Συλλόγων: [934, 139, 1094, 153]
ad-insurance-house: ΟΙΚΟΣ ΑΝΤΙΠΡΟΣΩΠΕΙΩΝ: [1234, 1026, 1458, 1047]
notice-2-title: ΕΠΑΝΑΛΗΠΤΙΚΗ ΔΗΜΟΠΡΑΣΙΑ: [292, 241, 502, 258]
sports-sub: Τὸ «Στὰντ—Φρανσαί»: [971, 693, 1097, 708]
excursion-title: ΕΚΔΡΟΜΗ: [345, 1101, 449, 1124]
poem-line: Τῆς παληᾶς ἀγάπης μου τὸ τραγοῦδι: [520, 945, 685, 976]
notice-5-body: Κατόπιν ἀποφάσεως τοῦ κοινοτικοῦ συμβουλίου Μπαχτζὲ ἐκτίθεται καὶ αὖθις εἰς ἐπαναληπτικὴν δημοπρασίαν ἡ βοσκὴ τῆς ἡμετέρας κοινότητος, ἐπὶ τῇ βάσει τιμῆς 3000—4000 δραχμῶν.: [290, 818, 504, 931]
poem-line: ποὺ ἔσβυσε μέσα στὴ σιγαλιά.: [520, 880, 707, 895]
ad-campbell-brand: CAMPBELL: [1196, 875, 1496, 929]
